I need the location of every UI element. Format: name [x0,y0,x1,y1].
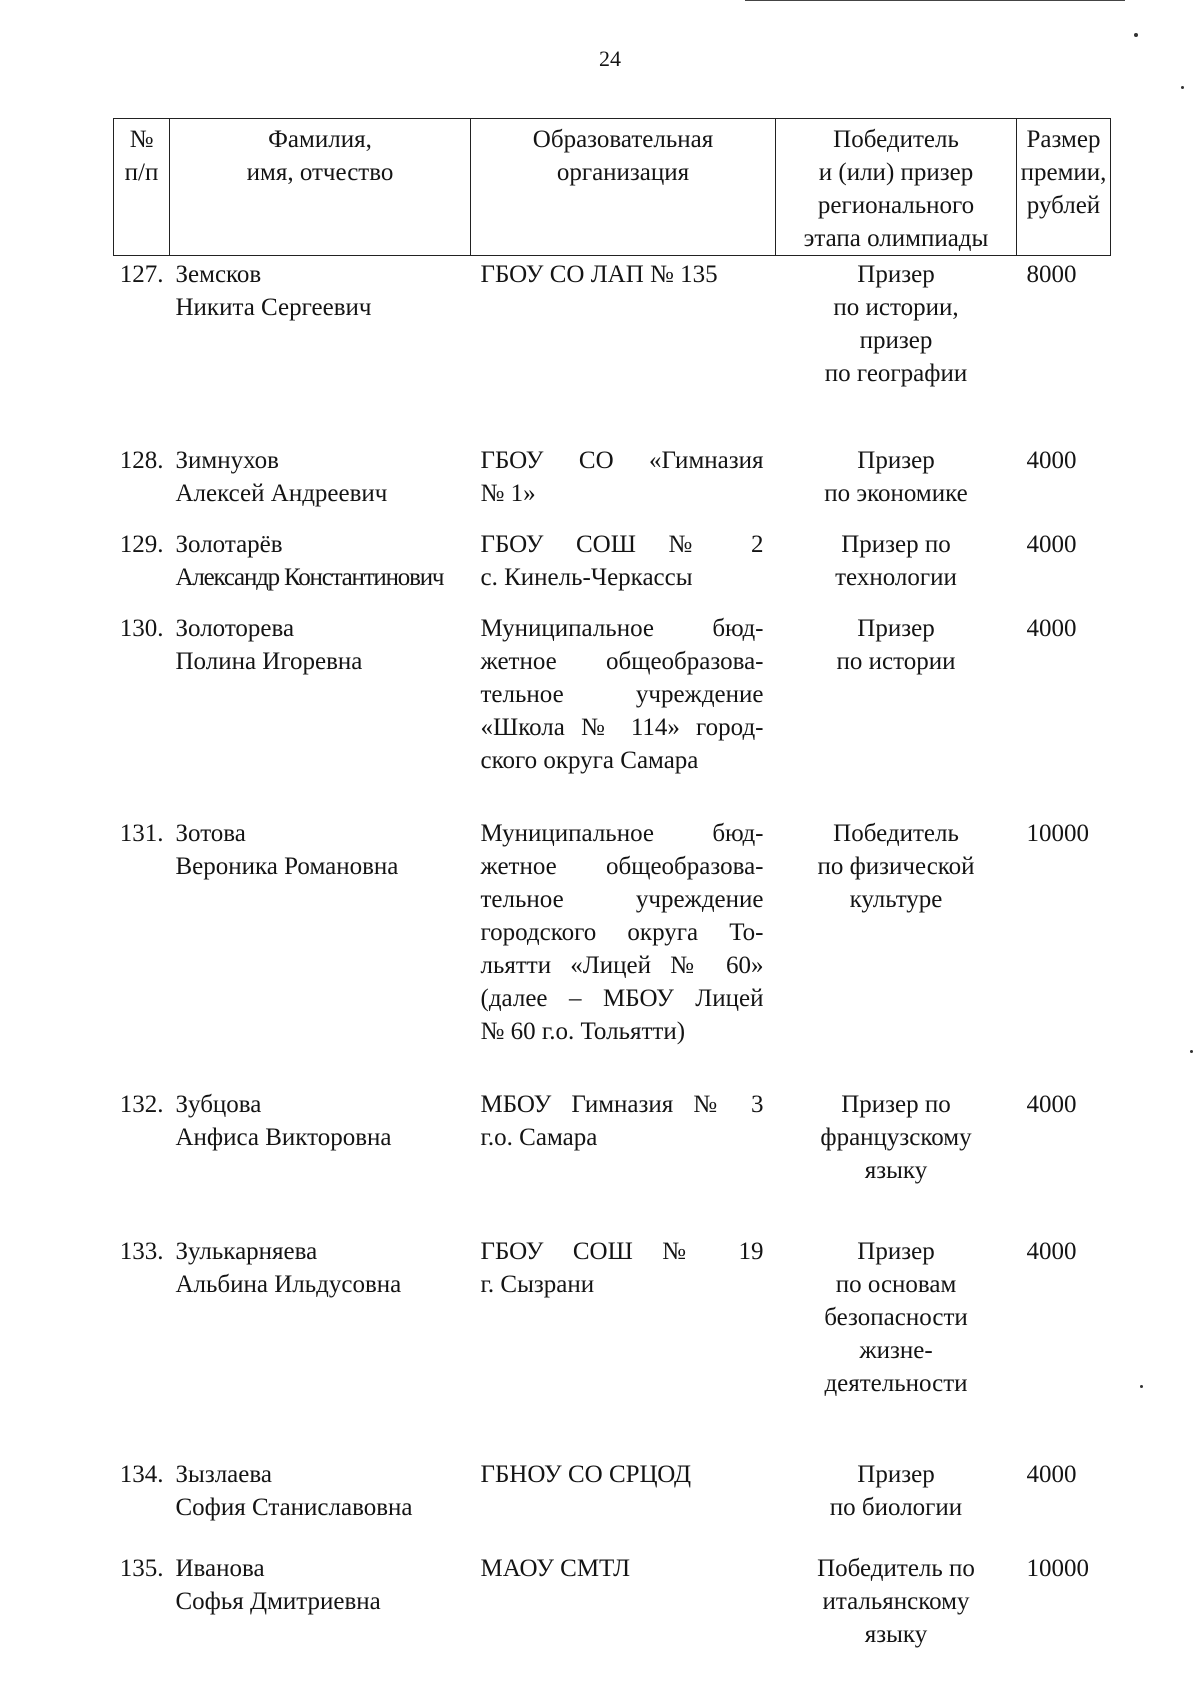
prize-amount: 4000 [1026,615,1077,642]
scan-artifact-line [745,0,1125,1]
cell-text-line: Зотова [175,820,246,847]
cell-text-line: София Станиславовна [175,1494,413,1521]
row-number: 130. [119,615,164,642]
cell-text-line: Полина Игоревна [175,648,363,675]
award-description [776,612,1017,817]
cell-text-line: ГБНОУ СО СРЦОД [480,1461,692,1488]
cell-text-line: Призер [857,261,935,288]
cell-text-line: жетное общеобразова- [480,648,764,675]
cell-text-line: по истории, [833,294,959,321]
award-description [776,528,1017,612]
header-organization [471,119,776,256]
cell-text-line: Муниципальное бюд- [480,615,764,642]
participant-name [170,1235,471,1458]
cell-text-line: Призер [857,1238,935,1265]
header-award [776,119,1017,256]
cell-text-line: МАОУ СМТЛ [480,1555,631,1582]
cell-text-line: Вероника Романовна [175,853,399,880]
cell-text-line: призер [859,327,933,354]
organization-name [471,817,776,1088]
organization-name [471,1235,776,1458]
award-description [776,1235,1017,1458]
header-full-name [170,119,471,256]
table-header-row [114,119,1111,256]
cell-text-line: Никита Сергеевич [175,294,372,321]
prize-amount: 10000 [1026,820,1089,847]
cell-text-line: (далее – МБОУ Лицей [480,985,764,1012]
participant-name [170,256,471,445]
prize-amount: 4000 [1026,1238,1077,1265]
cell-text-line: по географии [824,360,968,387]
cell-text-line: ГБОУ СОШ № 2 [480,531,764,558]
participant-name [170,1088,471,1235]
header-text-line: п/п [124,159,159,186]
participant-name [170,528,471,612]
cell-text-line: № 60 г.о. Тольятти) [480,1018,686,1045]
cell-text-line: Муниципальное бюд- [480,820,764,847]
table-row [114,444,1111,528]
page-number: 24 [599,46,621,71]
cell-text-line: по истории [836,648,956,675]
prize-amount: 4000 [1026,1461,1077,1488]
participant-name [170,1458,471,1552]
cell-text-line: Иванова [175,1555,265,1582]
cell-text-line: языку [864,1621,928,1648]
cell-text-line: «Школа № 114» город- [480,714,764,741]
cell-text-line: итальянскому [822,1588,970,1615]
table-row [114,256,1111,445]
organization-name [471,1552,776,1671]
cell-text-line: Победитель [833,820,959,847]
cell-text-line: МБОУ Гимназия № 3 [480,1091,764,1118]
table-row [114,817,1111,1088]
organization-name [471,444,776,528]
cell-text-line: Призер по [841,1091,951,1118]
table-row [114,1235,1111,1458]
header-text-line: регионального [817,192,975,219]
organization-name [471,256,776,445]
table-body [114,256,1111,1672]
row-number: 128. [119,447,164,474]
cell-text-line: безопасности [824,1304,968,1331]
cell-text-line: жизне- [859,1337,933,1364]
header-text-line: № [129,126,154,153]
award-description [776,444,1017,528]
organization-name [471,1088,776,1235]
prize-amount: 4000 [1026,1091,1077,1118]
cell-text-line: языку [864,1157,928,1184]
header-number [114,119,170,256]
row-number: 134. [119,1461,164,1488]
participant-name [170,444,471,528]
table-row [114,1088,1111,1235]
cell-text-line: деятельности [824,1370,968,1397]
table-row [114,612,1111,817]
scan-artifact-speck [1140,1385,1143,1388]
cell-text-line: по экономике [824,480,968,507]
organization-name [471,528,776,612]
cell-text-line: ГБОУ СО «Гимназия [480,447,764,474]
cell-text-line: Золотарёв [175,531,283,558]
cell-text-line: Алексей Андреевич [175,480,388,507]
award-description [776,817,1017,1088]
cell-text-line: Альбина Ильдусовна [175,1271,402,1298]
row-number: 127. [119,261,164,288]
participant-name [170,1552,471,1671]
cell-text-line: французскому [820,1124,972,1151]
cell-text-line: г. Сызрани [480,1271,595,1298]
header-text-line: Победитель [833,126,959,153]
header-text-line: Фамилия, [268,126,372,153]
header-text-line: Размер [1026,126,1101,153]
cell-text-line: Зубцова [175,1091,262,1118]
header-prize-amount [1017,119,1111,256]
header-text-line: рублей [1026,192,1101,219]
cell-text-line: Софья Дмитриевна [175,1588,381,1615]
header-text-line: этапа олимпиады [803,225,989,252]
cell-text-line: жетное общеобразова- [480,853,764,880]
cell-text-line: Зулькарняева [175,1238,318,1265]
organization-name [471,612,776,817]
cell-text-line: ского округа Самара [480,747,699,774]
header-text-line: имя, отчество [246,159,394,186]
cell-text-line: городского округа То- [480,919,764,946]
cell-text-line: ГБОУ СО ЛАП № 135 [480,261,718,288]
row-number: 129. [119,531,164,558]
prize-amount: 4000 [1026,447,1077,474]
header-text-line: Образовательная [532,126,714,153]
header-text-line: и (или) призер [818,159,974,186]
cell-text-line: по биологии [829,1494,963,1521]
cell-text-line: Призер [857,447,935,474]
scan-artifact-speck [1134,33,1138,37]
header-text-line: премии, [1020,159,1107,186]
row-number: 135. [119,1555,164,1582]
scan-artifact-speck [1190,1050,1193,1053]
table-row [114,1552,1111,1671]
cell-text-line: тельное учреждение [480,681,764,708]
cell-text-line: Призер [857,615,935,642]
table-row [114,1458,1111,1552]
table-row [114,528,1111,612]
award-description [776,1552,1017,1671]
cell-text-line: тельное учреждение [480,886,764,913]
prize-amount: 8000 [1026,261,1077,288]
row-number: 131. [119,820,164,847]
cell-text-line: по основам [835,1271,957,1298]
scan-artifact-speck [1181,86,1184,89]
participant-name [170,817,471,1088]
cell-text-line: по физической [817,853,975,880]
award-description [776,1088,1017,1235]
prize-amount: 10000 [1026,1555,1089,1582]
cell-text-line: технологии [835,564,957,591]
cell-text-line: г.о. Самара [480,1124,598,1151]
prize-amount: 4000 [1026,531,1077,558]
award-description [776,1458,1017,1552]
cell-text-line: Анфиса Викторовна [175,1124,392,1151]
cell-text-line: Призер [857,1461,935,1488]
organization-name [471,1458,776,1552]
row-number: 132. [119,1091,164,1118]
award-description [776,256,1017,445]
cell-text-line: Зимнухов [175,447,279,474]
header-text-line: организация [556,159,690,186]
cell-text-line: Зызлаева [175,1461,272,1488]
cell-text-line: льятти «Лицей № 60» [480,952,764,979]
participant-name [170,612,471,817]
row-number: 133. [119,1238,164,1265]
laureates-table [113,118,1111,1671]
cell-text-line: ГБОУ СОШ № 19 [480,1238,764,1265]
cell-text-line: культуре [849,886,943,913]
cell-text-line: Земсков [175,261,262,288]
cell-text-line: Золоторева [175,615,295,642]
cell-text-line: Победитель по [817,1555,975,1582]
cell-text-line: с. Кинель-Черкассы [480,564,693,591]
cell-text-line: Призер по [841,531,951,558]
cell-text-line: Александр Константинович [175,564,444,591]
cell-text-line: № 1» [480,480,536,507]
